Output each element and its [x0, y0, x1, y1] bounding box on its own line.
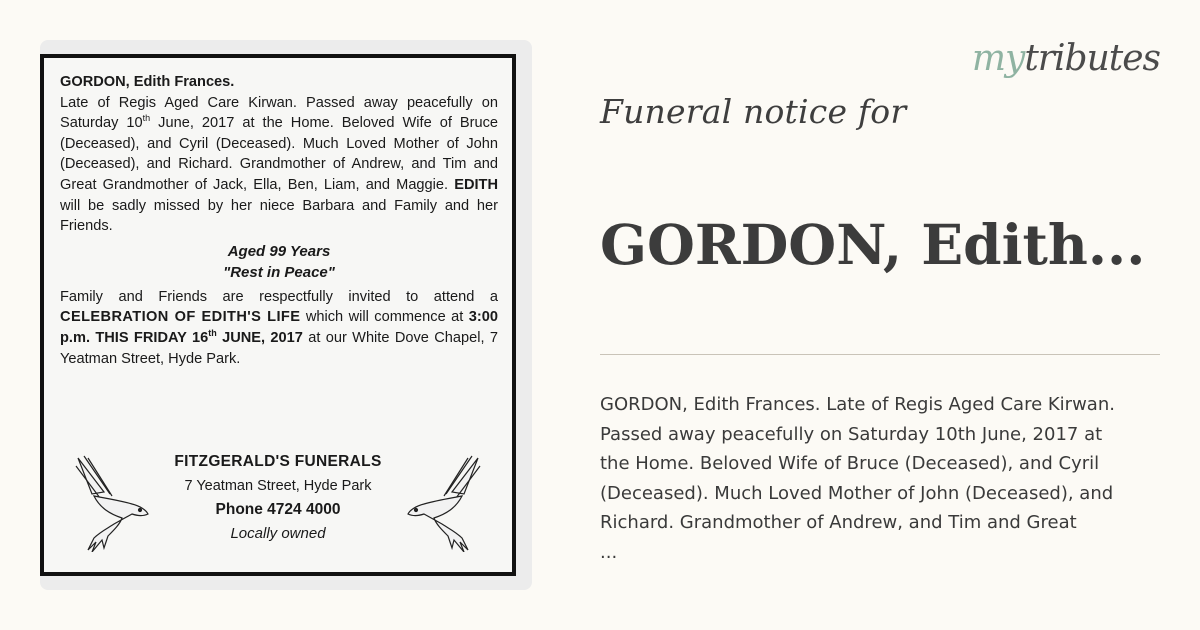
notice-sup: th	[142, 113, 151, 124]
funeral-home-name: FITZGERALD'S FUNERALS	[174, 453, 382, 470]
notice-age: Aged 99 Years	[227, 242, 331, 260]
notice-text: at our White Dove Chapel, 7 Yeatman Street, Hyde Park.	[60, 329, 498, 367]
dove-icon	[402, 452, 482, 552]
funeral-home-phone: Phone 4724 4000	[215, 501, 341, 518]
logo-my: my	[971, 38, 1025, 79]
notice-age-block	[60, 241, 498, 283]
funeral-notice-image	[40, 54, 516, 576]
funeral-home-address: 7 Yeatman Street, Hyde Park	[184, 478, 372, 494]
notice-text: Family and Friends are respectfully invited to attend a	[60, 288, 498, 305]
notice-deceased-name: GORDON, Edith Frances.	[60, 74, 235, 90]
notice-celebration: CELEBRATION OF EDITH'S LIFE	[60, 309, 301, 326]
notice-time: 3:00 p.m. THIS FRIDAY 16	[60, 309, 498, 346]
notice-date: JUNE, 2017	[216, 329, 303, 346]
divider	[600, 354, 1160, 355]
notice-summary: GORDON, Edith Frances. Late of Regis Aged Care Kirwan. Passed away peacefully on Saturday 10th June, 2017 at the Home. Beloved Wife of Bruce (Deceased), and Cyril (Deceased). Much Loved Mother of John (Deceased), and Richard. Grandmother of Andrew, and Tim and Great ...	[600, 394, 1115, 563]
notice-sup: th	[208, 328, 217, 339]
funeral-home-block	[74, 450, 482, 560]
dove-icon	[74, 452, 154, 552]
notice-text: will be sadly missed by her niece Barbara and Family and her Friends.	[60, 197, 498, 235]
notice-rip: "Rest in Peace"	[223, 263, 335, 281]
mytributes-logo[interactable]	[972, 38, 1160, 79]
page-title: GORDON, Edith...	[600, 212, 1146, 277]
notice-paragraph-1	[60, 72, 498, 237]
page-subtitle: Funeral notice for	[600, 92, 907, 131]
notice-text: which will commence at	[300, 309, 469, 326]
funeral-home-owned: Locally owned	[230, 525, 326, 542]
notice-bold-name: EDITH	[454, 176, 498, 193]
notice-paragraph-2	[60, 287, 498, 369]
notice-text: June, 2017 at the Home. Beloved Wife of Bruce (Deceased), and Cyril (Deceased). Much Loved Mother of John (Deceased), and Richard. Grandmother of Andrew, and Tim and Great Grandmother of Jack, Ella, Ben, Liam, and Maggie.	[60, 115, 498, 193]
notice-text: Late of Regis Aged Care Kirwan. Passed away peacefully on Saturday 10	[60, 94, 498, 132]
funeral-home-text	[154, 450, 402, 546]
logo-tributes: tributes	[1024, 38, 1160, 79]
